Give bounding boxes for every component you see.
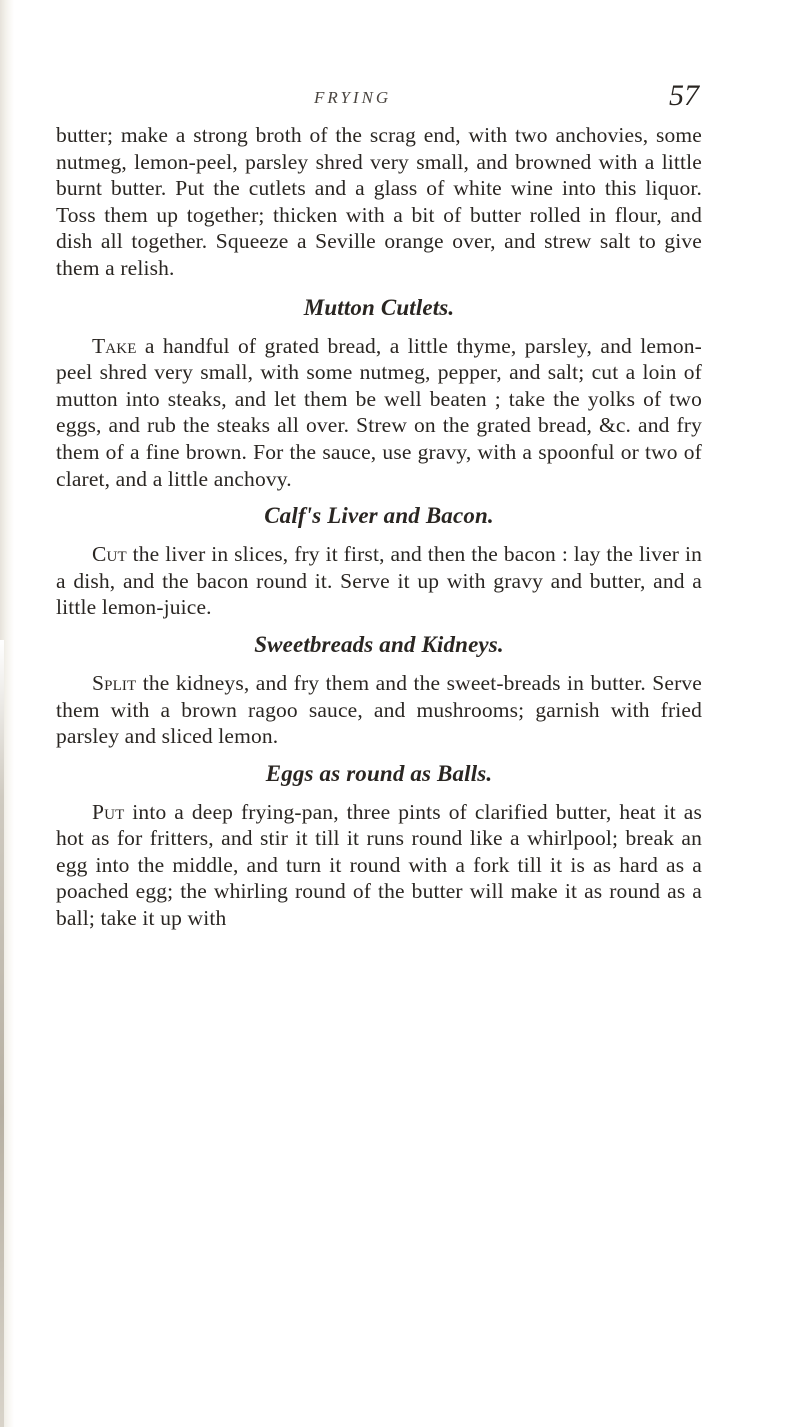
recipe-body: the liver in slices, fry it first, and then the bacon : lay the liver in a dish, and the bacon round it. Serve it up with gravy and butter, and a little lemon-juice. [56, 542, 702, 620]
recipe-body: a handful of grated bread, a little thyme, parsley, and lemon-peel shred very small, with some nutmeg, pepper, and salt; cut a loin of mutton into steaks, and let them be well beaten ; take the yolks of two eggs, and rub the steaks all over. Strew on the grated bread, &c. and fry them of a fine brown. For the sauce, use gravy, with a spoonful or two of claret, and a little anchovy. [56, 333, 702, 491]
recipe-body: into a deep frying-pan, three pints of clarified butter, heat it as hot as for fritters, and stir it till it runs round like a whirlpool; break an egg into the middle, and turn it round with a fork till it is as hard as a poached egg; the whirling round of the butter will make it as round as a ball; take it up with [56, 799, 702, 931]
recipe-text-calfs-liver [56, 541, 702, 621]
recipe-lead-word: Cut [92, 542, 127, 567]
continuation-paragraph: butter; make a strong broth of the scrag end, with two anchovies, some nutmeg, lemon-peel, parsley shred very small, and browned with a little burnt butter. Put the cutlets and a glass of white wine into this liquor. Toss them up together; thicken with a bit of butter rolled in flour, and dish all together. Squeeze a Seville orange over, and strew salt to give them a relish. [56, 123, 702, 280]
recipe-text-eggs-balls [56, 799, 702, 932]
recipe-text-mutton-cutlets [56, 333, 702, 493]
page-number: 57 [669, 79, 699, 112]
recipe-text-sweetbreads [56, 670, 702, 750]
recipe-lead-word: Take [92, 333, 137, 358]
recipe-title-eggs-balls: Eggs as round as Balls. [265, 760, 493, 786]
recipe-lead-word: Put [92, 799, 125, 824]
running-head: FRYING [314, 88, 392, 107]
recipe-title-mutton-cutlets: Mutton Cutlets. [303, 294, 455, 320]
recipe-title-calfs-liver: Calf's Liver and Bacon. [264, 503, 494, 529]
recipe-body: the kidneys, and fry them and the sweet-breads in butter. Serve them with a brown ragoo sauce, and mushrooms; garnish with fried parsley and sliced lemon. [56, 670, 702, 749]
page-spine-shadow [0, 640, 4, 1427]
recipe-lead-word: Split [92, 670, 137, 695]
recipe-title-sweetbreads: Sweetbreads and Kidneys. [254, 631, 504, 657]
page-body [56, 122, 702, 932]
